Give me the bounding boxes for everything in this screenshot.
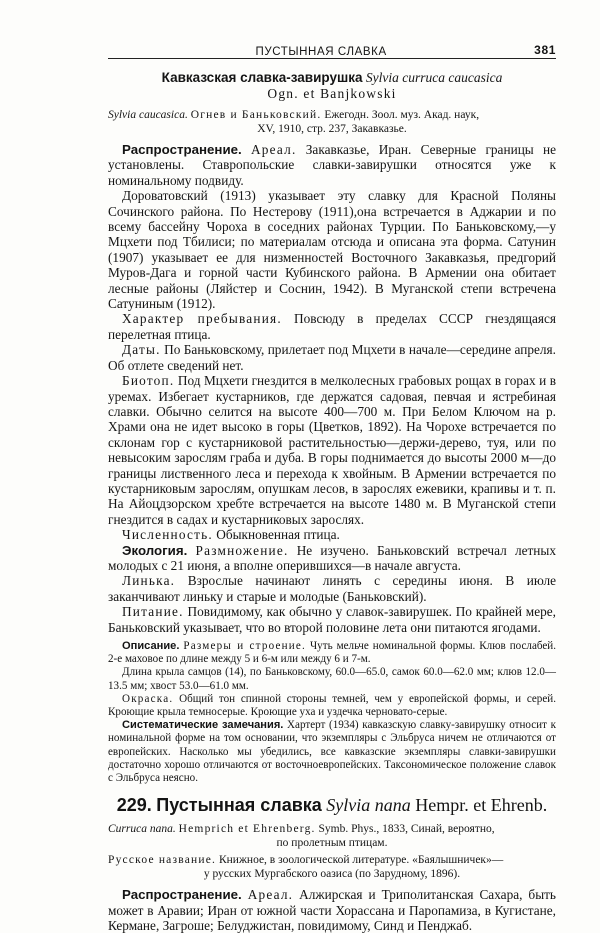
label-dates: Даты. [122,342,161,358]
paragraph-ecology [108,543,556,574]
paragraph-stay [108,311,556,342]
label-molt: Линька. [122,573,176,589]
heading-russian: Кавказская славка-завирушка [161,70,363,85]
label-sizes: Размеры и строение. [183,640,306,652]
label-russian-names: Русское название. [108,854,217,867]
russian-names [108,853,556,881]
label-color: Окраска. [122,692,174,705]
synonymy-reference [108,108,556,136]
text-distribution-nana: Алжирская и Триполитанская Сахара, быть может в Аравии; Иран от южной части Хорассана и Паропамиза, в Кугистане, Кермане, Загроше; Белуджистан, повидимому, Синд и Пенджаб. [108,887,556,933]
ref-authors-nana: Hemprich et Ehrenberg. [178,823,316,836]
heading-latin-nana: Sylvia nana [326,795,411,816]
text-dates: По Баньковскому, прилетает под Мцхети в начале—середине апреля. Об отлете сведений нет. [108,342,556,373]
label-numbers: Численность. [122,527,213,543]
label-ecology: Экология. [122,542,188,558]
main-text-nana [108,887,556,933]
text-distribution: Закавказье, Иран. Северные границы не установлены. Ставропольские славки-завирушки относятся уже к номинальному подвиду. [108,142,557,188]
paragraph-food [108,604,556,635]
text-biotope: Под Мцхети гнездится в мелколесных грабовых рощах в горах и в уремах. Избегает кустарников, где держатся садовая, певчая и ястребиная славки. Обычно селится на высоте 400—700 м. При Белом Ключом на р. Храми она не идет высоко в горы (Цветков, 1892). На Чорохе встречается по склонам гор с кустарниковой растительностью—держи-дерево, туя, или по невысоким зарослям граба и дуба. В горы поднимается до высоты 2000 м—до границы лиственного леса и перехода к хвойным. В Армении встречается по кустарниковым зарослям, опушкам лесов, в зарослях ежевики, крапивы и т. п. На Айоцдзорском хребте встречается на высоте 1480 м. В Муганской степи гнездится в садах и кустарниковых зарослях. [108,373,556,527]
running-title: ПУСТЫННАЯ СЛАВКА [255,46,387,58]
label-areal-nana: Ареал. [247,887,294,903]
ref-text-1-nana: Symb. Phys., 1833, Синай, вероятно, [318,823,495,836]
paragraph-dates [108,342,556,373]
label-stay: Характер пребывания. [122,311,282,327]
heading-authors: Ogn. et Banjkowski [267,86,397,101]
ref-authors: Огнев и Баньковский. [190,109,322,121]
label-distribution: Распространение. [122,142,242,157]
paragraph-description [108,640,556,666]
running-header [108,0,556,59]
heading-authors-nana: Hempr. et Ehrenb. [415,795,548,816]
label-distribution-nana: Распространение. [122,887,242,903]
label-biotope: Биотоп. [122,373,175,389]
text-breeding: Не изучено. Баньковский встречал летных молодых с 21 июня, а вполне оперившихся—в начале августа. [108,542,557,573]
paragraph-distribution [108,142,556,188]
ref-latin-nana: Curruca nana. [108,823,176,836]
ref-text-2-nana: по пролетным птицам. [276,837,388,850]
text-molt: Взрослые начинают линять с середины июня. В июле заканчивают линьку и старые и молодые (Баньковский). [108,573,557,604]
label-breeding: Размножение. [195,542,289,558]
text-numbers: Обыкновенная птица. [216,527,340,543]
synonymy-reference-nana [108,822,556,850]
label-systematics: Систематические замечания. [122,719,284,732]
main-text [108,142,556,635]
heading-latin: Sylvia curruca caucasica [365,70,503,85]
text-food: Повидимому, как обычно у славок-завирушек. По крайней мере, Баньковский указывает, что во второй половине лета они питаются ягодами. [108,604,556,635]
small-print-description [108,640,556,785]
text-color: Общий тон спинной стороны темней, чем у европейской формы, и серей. Кроющие крыла темносерые. Кроющие уха и уздечка черновато-серые. [108,692,556,719]
label-food: Питание. [122,604,184,620]
species-number: 229. [116,795,152,816]
paragraph-biotope [108,373,556,527]
label-description: Описание. [122,640,180,652]
text-russian-names-2: у русских Мургабского оазиса (по Зарудному, 1896). [203,868,461,881]
paragraph-distribution-2: Дороватовский (1913) указывает эту славку для Красной Поляны Сочинского района. По Нестерову (1911),она встречается в Аджарии и по всему бассейну Чороха в соседних районах Турции. По Баньковскому,—у Мцхети под Тбилиси; по материалам отсюда и описана эта форма. Сатунин (1907) указывает ее для низменностей Восточного Закавказья, предгорий Муров-Дага и горной части Кубинского района. В Армении она обитает лесные районы (Ляйстер и Соснин, 1942). В Муганской степи встречена Сатуниным (1912). [108,188,556,312]
text-systematics: Хартерт (1934) кавказскую славку-завирушку относит к номинальной форме на том основании, что экземпляры с Эльбруса ничем не отличаются от европейских. Насколько мы убедились, все кавказские экземпляры славки-завирушки достаточно хорошо отличаются от восточноевропейских. Таксономическое положение славок с Эльбруса неясно. [108,719,556,785]
text-russian-names-1: Книжное, в зоологической литературе. «Баялышничек»— [218,854,504,867]
page-number: 381 [534,43,556,57]
text-stay: Повсюду в пределах СССР гнездящаяся перелетная птица. [108,311,556,342]
section-heading-caucasica [108,70,556,102]
ref-latin: Sylvia caucasica. [108,109,188,121]
paragraph-distribution-nana [108,887,556,933]
label-areal: Ареал. [251,142,297,157]
paragraph-wing: Длина крыла самцов (14), по Баньковскому, 60.0—65.0, самок 60.0—62.0 мм; клюв 12.0—13.5 мм; хвост 53.0—61.0 мм. [108,666,556,692]
paragraph-systematics [108,719,556,785]
ref-text-1: Ежегодн. Зоол. муз. Акад. наук, [324,109,480,121]
text-sizes: Чуть мельче номинальной формы. Клюв послабей. 2-е маховое по длине между 5 и 6-м или между 6 и 7-м. [108,640,556,666]
heading-russian-nana: Пустынная славка [156,795,322,816]
section-heading-nana [108,794,556,816]
paragraph-numbers [108,527,556,542]
ref-text-2: XV, 1910, стр. 237, Закавказье. [257,123,407,135]
paragraph-color [108,693,556,719]
paragraph-molt [108,573,556,604]
